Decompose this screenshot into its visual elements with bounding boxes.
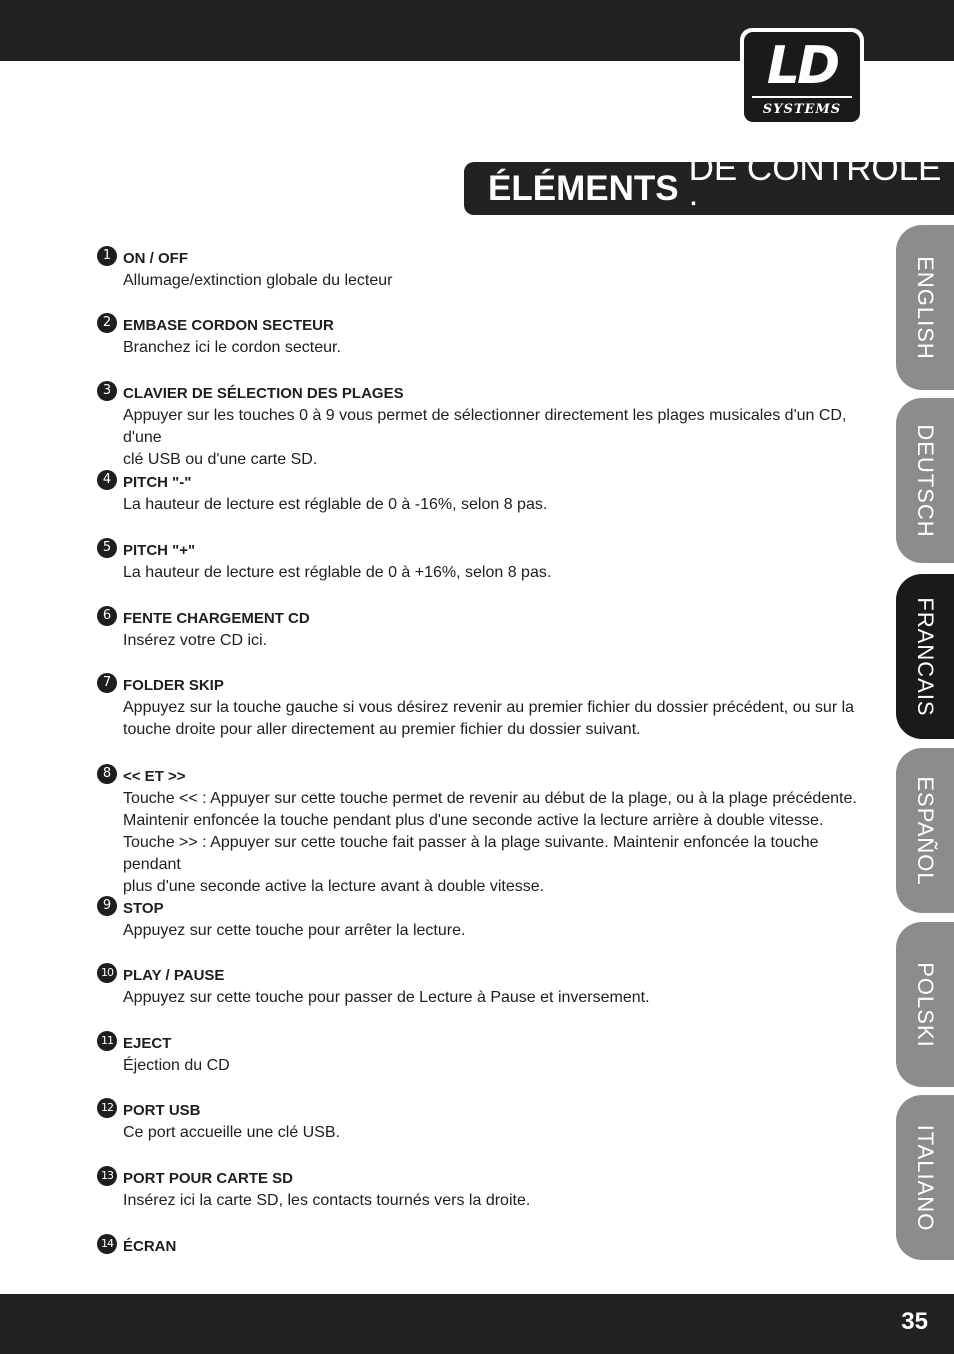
item-description-line: clé USB ou d'une carte SD.	[123, 451, 318, 468]
item-title: PITCH "+"	[123, 542, 196, 559]
item-number-badge: 14	[97, 1234, 117, 1254]
language-tab-label: FRANCAIS	[913, 596, 938, 717]
item-title: PORT USB	[123, 1102, 201, 1119]
item-description-line: Éjection du CD	[123, 1057, 230, 1074]
item-title: STOP	[123, 900, 164, 917]
item-number-badge: 8	[97, 764, 117, 784]
item-number-badge: 4	[97, 470, 117, 490]
item-description-line: touche droite pour aller directement au premier fichier du dossier suivant.	[123, 721, 641, 738]
item-title: FENTE CHARGEMENT CD	[123, 610, 310, 627]
item-title: FOLDER SKIP	[123, 677, 224, 694]
item-description-line: Appuyez sur la touche gauche si vous désirez revenir au premier fichier du dossier précédent, ou sur la	[123, 699, 855, 716]
item-number-badge: 2	[97, 313, 117, 333]
language-tab-english[interactable]	[896, 225, 954, 390]
list-item	[102, 675, 863, 741]
item-title: CLAVIER DE SÉLECTION DES PLAGES	[123, 385, 404, 402]
logo-divider	[752, 96, 852, 98]
item-title: EMBASE CORDON SECTEUR	[123, 317, 334, 334]
item-title: PLAY / PAUSE	[123, 967, 225, 984]
list-item	[102, 898, 863, 942]
language-tab-label: POLSKI	[913, 961, 938, 1048]
list-item	[101, 1168, 863, 1212]
item-number-badge: 9	[97, 896, 117, 916]
list-item	[102, 315, 863, 359]
ld-systems-logo	[740, 28, 864, 126]
item-title: << ET >>	[123, 768, 186, 785]
logo-main-text: LD	[766, 36, 838, 96]
item-description-line: Insérez votre CD ici.	[123, 632, 268, 649]
item-description-line: La hauteur de lecture est réglable de 0 à +16%, selon 8 pas.	[123, 564, 552, 581]
item-description-line: Branchez ici le cordon secteur.	[123, 339, 341, 356]
language-tab-label: ESPAÑOL	[913, 775, 938, 886]
logo-sub-text: SYSTEMS	[762, 102, 842, 117]
item-description-line: plus d'une seconde active la lecture avant à double vitesse.	[123, 878, 545, 895]
bottom-bar	[0, 1294, 954, 1354]
language-tab-label: ENGLISH	[913, 255, 938, 360]
item-description-line: Ce port accueille une clé USB.	[123, 1124, 340, 1141]
item-number-badge: 5	[97, 538, 117, 558]
item-description-line: Allumage/extinction globale du lecteur	[123, 272, 393, 289]
language-tab-español[interactable]	[896, 748, 954, 913]
page-number: 35	[901, 1308, 928, 1335]
list-item	[102, 472, 863, 516]
language-tab-label: DEUTSCH	[913, 423, 938, 538]
item-description-line: La hauteur de lecture est réglable de 0 à -16%, selon 8 pas.	[123, 496, 548, 513]
item-number-badge: 3	[97, 381, 117, 401]
language-tab-francais[interactable]	[896, 574, 954, 739]
item-description-line: Appuyez sur cette touche pour passer de Lecture à Pause et inversement.	[123, 989, 650, 1006]
item-description-line: Appuyez sur cette touche pour arrêter la lecture.	[123, 922, 466, 939]
item-number-badge: 12	[97, 1098, 117, 1118]
item-description-line: Insérez ici la carte SD, les contacts tournés vers la droite.	[123, 1192, 531, 1209]
list-item	[101, 1033, 863, 1077]
item-description-line: Appuyer sur les touches 0 à 9 vous permet de sélectionner directement les plages musicales d'un CD, d'une	[123, 407, 847, 446]
list-item	[102, 383, 863, 471]
list-item	[102, 248, 863, 292]
item-title: PITCH "-"	[123, 474, 192, 491]
list-item	[102, 766, 863, 898]
item-description-line: Touche << : Appuyer sur cette touche permet de revenir au début de la plage, ou à la plage précédente.	[123, 790, 857, 807]
item-number-badge: 13	[97, 1166, 117, 1186]
list-item	[102, 540, 863, 584]
item-title: EJECT	[123, 1035, 172, 1052]
item-number-badge: 11	[97, 1031, 117, 1051]
item-title: ÉCRAN	[123, 1238, 177, 1255]
item-number-badge: 7	[97, 673, 117, 693]
item-description-line: Maintenir enfoncée la touche pendant plus d'une seconde active la lecture arrière à double vitesse.	[123, 812, 824, 829]
section-title	[464, 148, 954, 228]
list-item	[102, 608, 863, 652]
language-tab-label: ITALIANO	[913, 1124, 938, 1231]
list-item	[101, 1236, 863, 1258]
language-tab-polski[interactable]	[896, 922, 954, 1087]
item-description-line: Touche >> : Appuyer sur cette touche fait passer à la plage suivante. Maintenir enfoncée la touche pendant	[123, 834, 819, 873]
list-item	[101, 1100, 863, 1144]
section-title-bold: ÉLÉMENTS	[488, 168, 679, 208]
language-tab-italiano[interactable]	[896, 1095, 954, 1260]
list-item	[101, 965, 863, 1009]
section-title-rest: DE CONTRÔLE :	[688, 148, 942, 228]
item-title: PORT POUR CARTE SD	[123, 1170, 294, 1187]
language-tab-deutsch[interactable]	[896, 398, 954, 563]
item-title: ON / OFF	[123, 250, 188, 267]
item-number-badge: 10	[97, 963, 117, 983]
item-number-badge: 6	[97, 606, 117, 626]
item-number-badge: 1	[97, 246, 117, 266]
